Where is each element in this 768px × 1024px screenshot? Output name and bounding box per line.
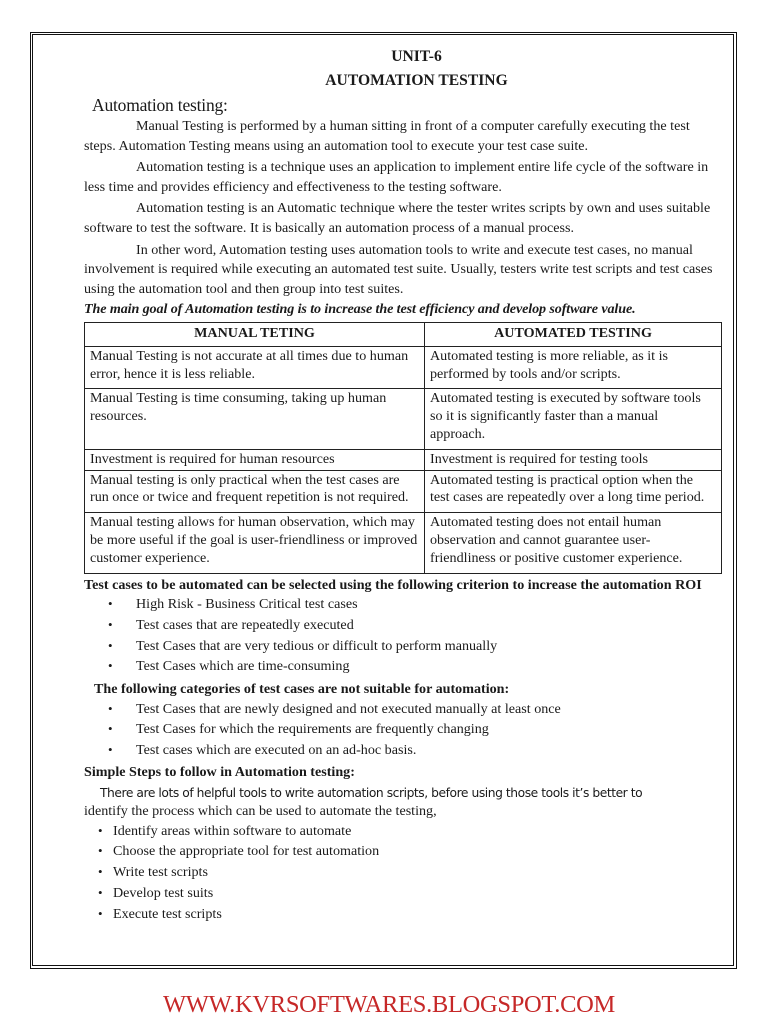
steps-list [98,821,724,925]
steps-heading: Simple Steps to follow in Automation testing: [84,764,355,781]
steps-intro-line-2: identify the process which can be used to automate the testing, [84,802,437,819]
list-item: • Test cases that are repeatedly executed [108,615,724,636]
header-automated-testing: AUTOMATED TESTING [425,322,722,346]
criteria-heading: Test cases to be automated can be selected using the following criterion to increase the automation ROI [84,576,702,593]
list-item: • Choose the appropriate tool for test automation [98,841,724,862]
footer-website-url: WWW.KVRSOFTWARES.BLOGSPOT.COM [162,991,616,1018]
table-cell-automated: Investment is required for testing tools [425,449,722,470]
unit-title: UNIT-6 [391,48,442,65]
table-cell-manual: Manual Testing is time consuming, taking up human resources. [85,389,425,449]
list-item: • Execute test scripts [98,904,724,925]
document-content [84,46,724,925]
goal-statement: The main goal of Automation testing is to increase the test efficiency and develop software value. [84,301,636,318]
table-cell-automated: Automated testing does not entail human observation and cannot guarantee user-friendliness or positive customer experience. [425,513,722,573]
list-item: • Test Cases which are time-consuming [108,656,724,677]
table-cell-manual: Investment is required for human resources [85,449,425,470]
comparison-table [84,322,722,574]
list-item: • Test cases which are executed on an ad-hoc basis. [108,740,724,761]
list-item: • Develop test suits [98,883,724,904]
list-item: • Test Cases that are newly designed and not executed manually at least once [108,699,724,720]
table-header-row [85,322,722,346]
list-item: • High Risk - Business Critical test cases [108,594,724,615]
table-cell-manual: Manual testing allows for human observation, which may be more useful if the goal is user-friendliness or improved customer experience. [85,513,425,573]
table-cell-manual: Manual Testing is not accurate at all times due to human error, hence it is less reliable. [85,346,425,389]
table-row [85,513,722,573]
table-cell-manual: Manual testing is only practical when the test cases are run once or twice and frequent repetition is not required. [85,470,425,513]
list-item: • Test Cases for which the requirements are frequently changing [108,719,724,740]
intro-heading: Automation testing: [92,95,228,115]
table-cell-automated: Automated testing is executed by software tools so it is significantly faster than a manual approach. [425,389,722,449]
list-item: • Identify areas within software to automate [98,821,724,842]
table-cell-automated: Automated testing is practical option when the test cases are repeatedly over a long time period. [425,470,722,513]
section-title: AUTOMATION TESTING [325,72,508,89]
list-item: • Test Cases that are very tedious or difficult to perform manually [108,636,724,657]
table-row [85,449,722,470]
list-item: • Write test scripts [98,862,724,883]
unsuitable-list [108,699,724,761]
paragraph-in-other-word: In other word, Automation testing uses automation tools to write and execute test cases, no manual involvement is required while executing an automated test suite. Usually, testers write test scripts and test cases using the automation tool and then group into test suites. [84,241,713,297]
steps-intro-line-1: There are lots of helpful tools to write automation scripts, before using those tools it’s better to [100,785,643,800]
paragraph-technique: Automation testing is a technique uses an application to implement entire life cycle of the software in less time and provides efficiency and effectiveness to the testing software. [84,159,709,195]
table-row [85,346,722,389]
table-cell-automated: Automated testing is more reliable, as it is performed by tools and/or scripts. [425,346,722,389]
header-manual-testing: MANUAL TETING [85,322,425,346]
unsuitable-heading: The following categories of test cases are not suitable for automation: [94,681,510,698]
table-row [85,389,722,449]
table-row [85,470,722,513]
paragraph-manual-vs-automation: Manual Testing is performed by a human sitting in front of a computer carefully executing the test steps. Automation Testing means using an automation tool to execute your test case suite. [84,118,690,154]
criteria-list [108,594,724,677]
paragraph-automatic-technique: Automation testing is an Automatic technique where the tester writes scripts by own and uses suitable software to test the software. It is basically an automation process of a manual process. [84,200,711,236]
